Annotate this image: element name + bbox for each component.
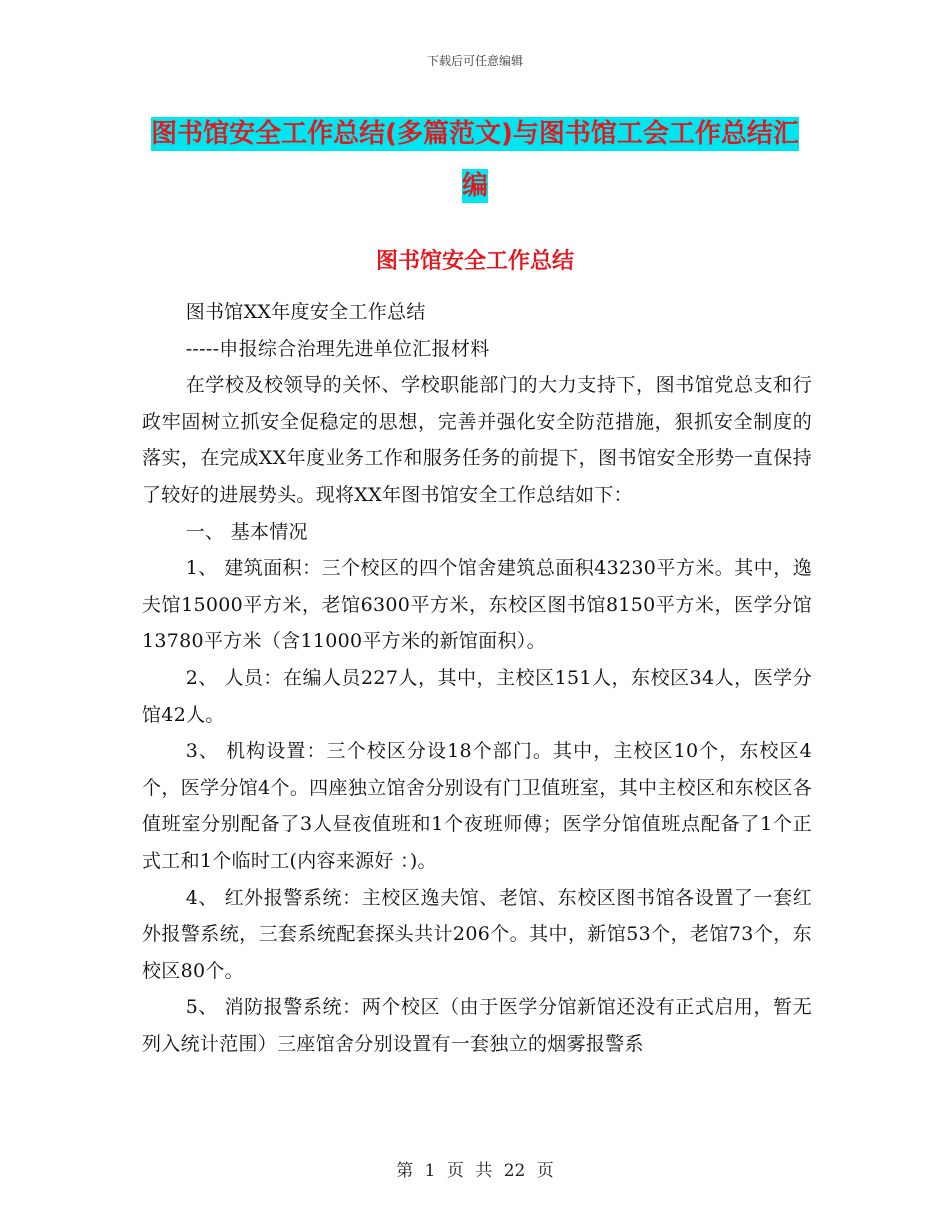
body-paragraph: 5、 消防报警系统：两个校区（由于医学分馆新馆还没有正式启用，暂无列入统计范围）三座馆舍分别设置有一套独立的烟雾报警系 bbox=[142, 996, 812, 1055]
document-body bbox=[142, 294, 812, 1062]
section-title: 图书馆安全工作总结 bbox=[375, 249, 574, 274]
page-number: 第 1 页 共 22 页 bbox=[396, 1161, 554, 1181]
body-paragraph: 2、 人员：在编人员227人，其中，主校区151人，东校区34人，医学分馆42人。 bbox=[142, 666, 812, 726]
body-paragraph: 3、 机构设置：三个校区分设18个部门。其中，主校区10个，东校区4个，医学分馆4个。四座独立馆舍分别设有门卫值班室，其中主校区和东校区各值班室分别配备了3人昼夜值班和1个夜班师傅；医学分馆值班点配备了1个正式工和1个临时工(内容来源好 ：)。 bbox=[142, 740, 812, 872]
body-paragraph: 4、 红外报警系统：主校区逸夫馆、老馆、东校区图书馆各设置了一套红外报警系统，三套系统配套探头共计206个。其中，新馆53个，老馆73个，东校区80个。 bbox=[142, 886, 812, 982]
body-paragraph: 图书馆XX年度安全工作总结 bbox=[185, 301, 426, 323]
document-title-text: 图书馆安全工作总结(多篇范文)与图书馆工会工作总结汇编 bbox=[151, 119, 799, 201]
document-title bbox=[140, 108, 810, 212]
header-note: 下载后可任意编辑 bbox=[426, 54, 523, 68]
body-paragraph: -----申报综合治理先进单位汇报材料 bbox=[185, 337, 490, 360]
body-paragraph: 一、 基本情况 bbox=[185, 520, 308, 543]
body-paragraph: 1、 建筑面积：三个校区的四个馆舍建筑总面积43230平方米。其中，逸夫馆15000平方米，老馆6300平方米，东校区图书馆8150平方米，医学分馆13780平方米（含11000平方米的新馆面积）。 bbox=[142, 557, 812, 653]
body-paragraph: 在学校及校领导的关怀、学校职能部门的大力支持下，图书馆党总支和行政牢固树立抓安全促稳定的思想，完善并强化安全防范措施，狠抓安全制度的落实，在完成XX年度业务工作和服务任务的前提下，图书馆安全形势一直保持了较好的进展势头。现将XX年图书馆安全工作总结如下： bbox=[142, 374, 812, 506]
